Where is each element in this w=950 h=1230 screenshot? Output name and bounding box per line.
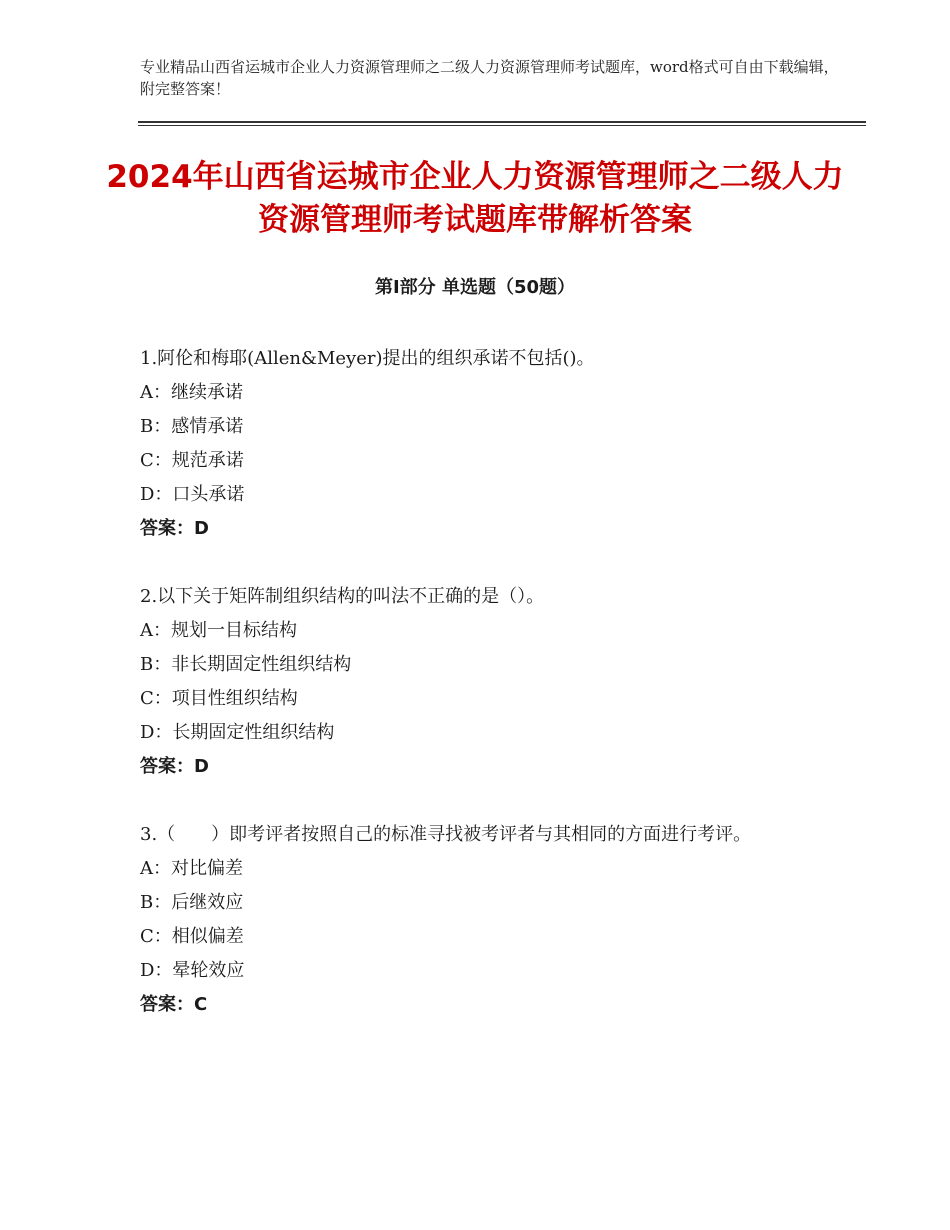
header-divider-thin (138, 125, 866, 126)
option-d: D：长期固定性组织结构 (140, 722, 335, 743)
option-d: D：口头承诺 (140, 484, 245, 505)
option-c: C：相似偏差 (140, 926, 244, 947)
document-title: 2024年山西省运城市企业人力资源管理师之二级人力资源管理师考试题库带解析答案 (106, 159, 844, 238)
option-c: C：项目性组织结构 (140, 688, 298, 709)
answer: 答案：D (140, 756, 209, 777)
header-note: 专业精品山西省运城市企业人力资源管理师之二级人力资源管理师考试题库，word格式可自由下载编辑，附完整答案！ (140, 58, 839, 98)
option-c: C：规范承诺 (140, 450, 244, 471)
section-title: 第Ⅰ部分 单选题（50题） (374, 277, 575, 298)
question-stem: 2.以下关于矩阵制组织结构的叫法不正确的是（）。 (140, 586, 545, 607)
question-2 (140, 580, 820, 784)
question-1 (140, 342, 820, 546)
option-b: B：后继效应 (140, 892, 244, 913)
question-list (140, 342, 820, 1056)
answer: 答案：C (140, 994, 208, 1015)
question-stem: 3.（ ）即考评者按照自己的标准寻找被考评者与其相同的方面进行考评。 (140, 824, 752, 845)
option-b: B：非长期固定性组织结构 (140, 654, 352, 675)
header-divider-thick (138, 121, 866, 123)
option-a: A：对比偏差 (140, 858, 243, 879)
option-a: A：继续承诺 (140, 382, 243, 403)
option-b: B：感情承诺 (140, 416, 244, 437)
question-stem: 1.阿伦和梅耶(Allen&Meyer)提出的组织承诺不包括()。 (140, 348, 595, 369)
option-d: D：晕轮效应 (140, 960, 245, 981)
answer: 答案：D (140, 518, 209, 539)
question-3 (140, 818, 820, 1022)
option-a: A：规划一目标结构 (140, 620, 297, 641)
